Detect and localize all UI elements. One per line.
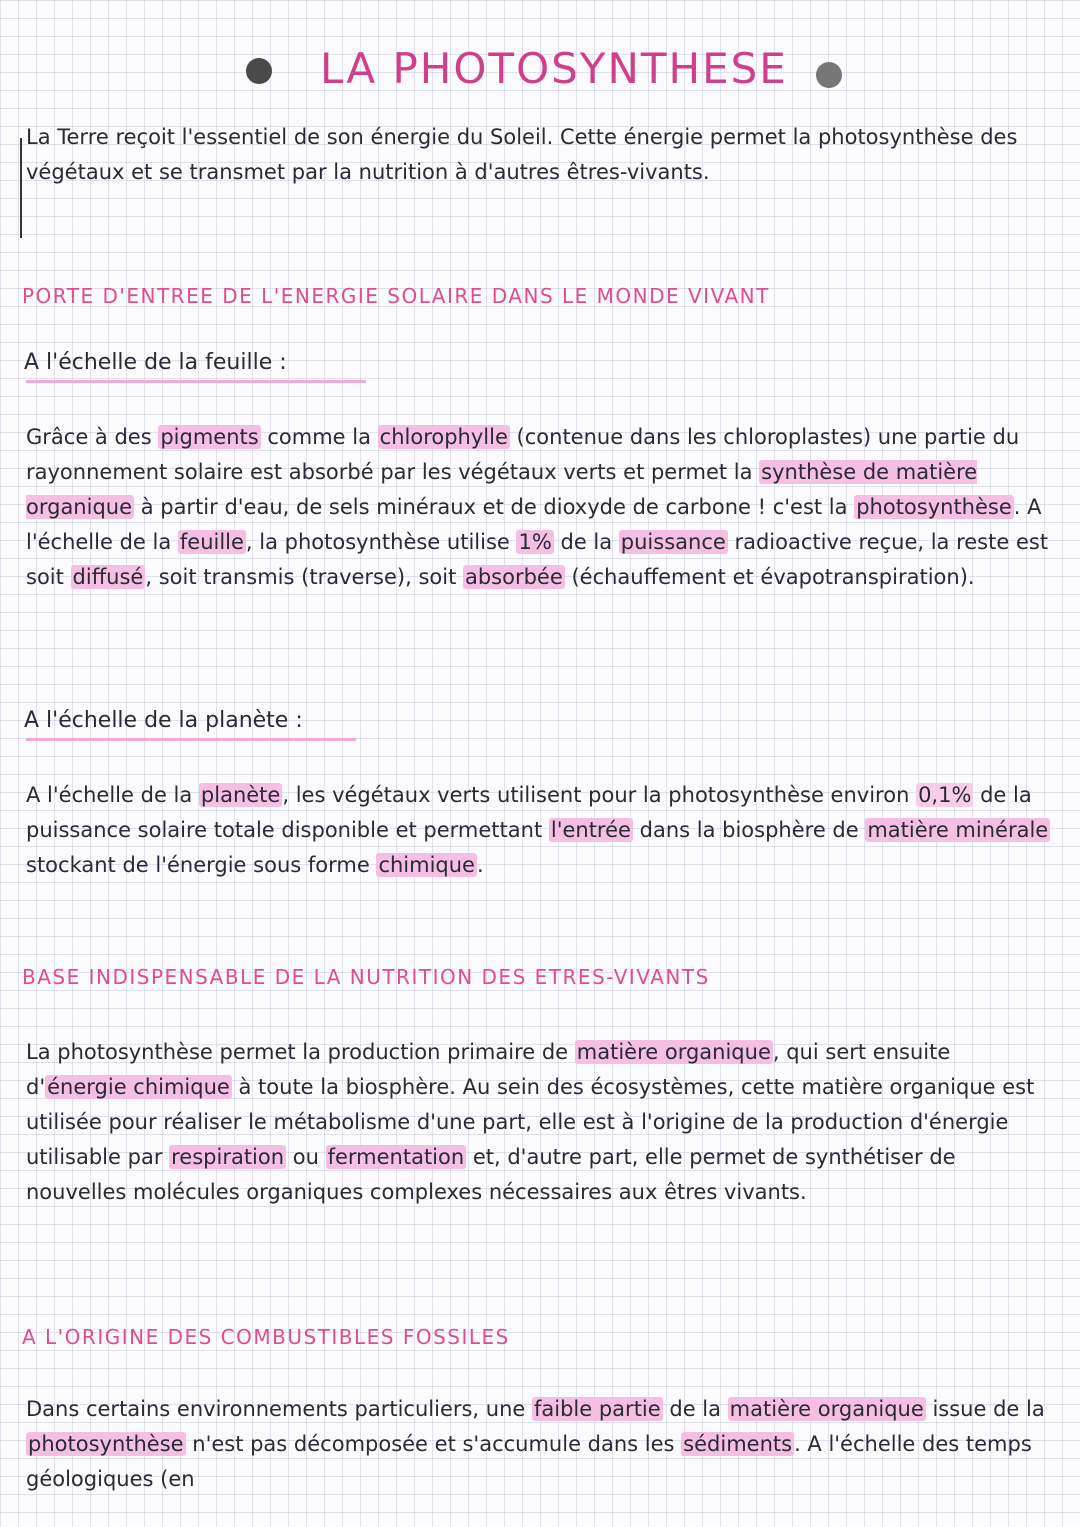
subheading-underline — [26, 738, 356, 741]
highlight: fermentation — [327, 1145, 465, 1169]
highlight: 1% — [518, 530, 552, 554]
subheading-planet-scale: A l'échelle de la planète : — [24, 708, 303, 733]
subheading-leaf-scale: A l'échelle de la feuille : — [24, 350, 287, 375]
highlight: respiration — [171, 1145, 285, 1169]
binder-hole-right-icon — [816, 62, 842, 88]
highlight: énergie chimique — [47, 1075, 230, 1099]
highlight: feuille — [179, 530, 244, 554]
binder-hole-left-icon — [246, 58, 272, 84]
highlight: planète — [200, 783, 281, 807]
paragraph-leaf-scale: Grâce à des pigments comme la chlorophylle (contenue dans les chloroplastes) une partie du rayonnement solaire est absorbé par les végétaux verts et permet la synthèse de matière organique à partir d'eau, de sels minéraux et de dioxyde de carbone ! c'est la photosynthèse. A l'échelle de la feuille, la photosynthèse utilise 1% de la puissance radioactive reçue, la reste est soit diffusé, soit transmis (traverse), soit absorbée (échauffement et évapotranspiration). — [26, 425, 1049, 589]
paragraph-fossil-fuels: Dans certains environnements particuliers, une faible partie de la matière organique issue de la photosynthèse n'est pas décomposée et s'accumule dans les sédiments. A l'échelle des temps géologiques (en — [26, 1397, 1045, 1491]
section-heading-fossil-fuels: A L'ORIGINE DES COMBUSTIBLES FOSSILES — [22, 1325, 510, 1349]
subheading-underline — [26, 380, 366, 383]
highlight: faible partie — [534, 1397, 661, 1421]
highlight: chimique — [378, 853, 475, 877]
highlight: absorbée — [464, 565, 563, 589]
highlight: matière organique — [729, 1397, 924, 1421]
paragraph-nutrition: La photosynthèse permet la production primaire de matière organique, qui sert ensuite d'énergie chimique à toute la biosphère. Au sein des écosystèmes, cette matière organique est utilisée pour réaliser le métabolisme d'une part, elle est à l'origine de la production d'énergie utilisable par respiration ou fermentation et, d'autre part, elle permet de synthétiser de nouvelles molécules organiques complexes nécessaires aux êtres vivants. — [26, 1040, 1035, 1204]
highlight: diffusé — [72, 565, 144, 589]
highlight: puissance — [620, 530, 726, 554]
highlight: pigments — [160, 425, 259, 449]
paragraph-planet-scale: A l'échelle de la planète, les végétaux verts utilisent pour la photosynthèse environ 0,1% de la puissance solaire totale disponible et permettant l'entrée dans la biosphère de matière minérale stockant de l'énergie sous forme chimique. — [26, 783, 1049, 877]
highlight: 0,1% — [918, 783, 972, 807]
highlight: l'entrée — [550, 818, 631, 842]
highlight: synthèse de matière organique — [26, 460, 978, 519]
highlight: sédiments — [683, 1432, 793, 1456]
page-title: LA PHOTOSYNTHESE — [320, 44, 788, 93]
section-heading-solar-energy: PORTE D'ENTREE DE L'ENERGIE SOLAIRE DANS LE MONDE VIVANT — [22, 284, 770, 308]
highlight: photosynthèse — [856, 495, 1012, 519]
highlight: chlorophylle — [379, 425, 508, 449]
highlight: matière organique — [576, 1040, 771, 1064]
intro-paragraph: La Terre reçoit l'essentiel de son énergie du Soleil. Cette énergie permet la photosynthèse des végétaux et se transmet par la nutrition à d'autres êtres-vivants. — [26, 125, 1018, 184]
margin-line — [20, 138, 22, 238]
section-heading-nutrition: BASE INDISPENSABLE DE LA NUTRITION DES ETRES-VIVANTS — [22, 965, 710, 989]
highlight: matière minérale — [867, 818, 1049, 842]
highlight: photosynthèse — [28, 1432, 184, 1456]
